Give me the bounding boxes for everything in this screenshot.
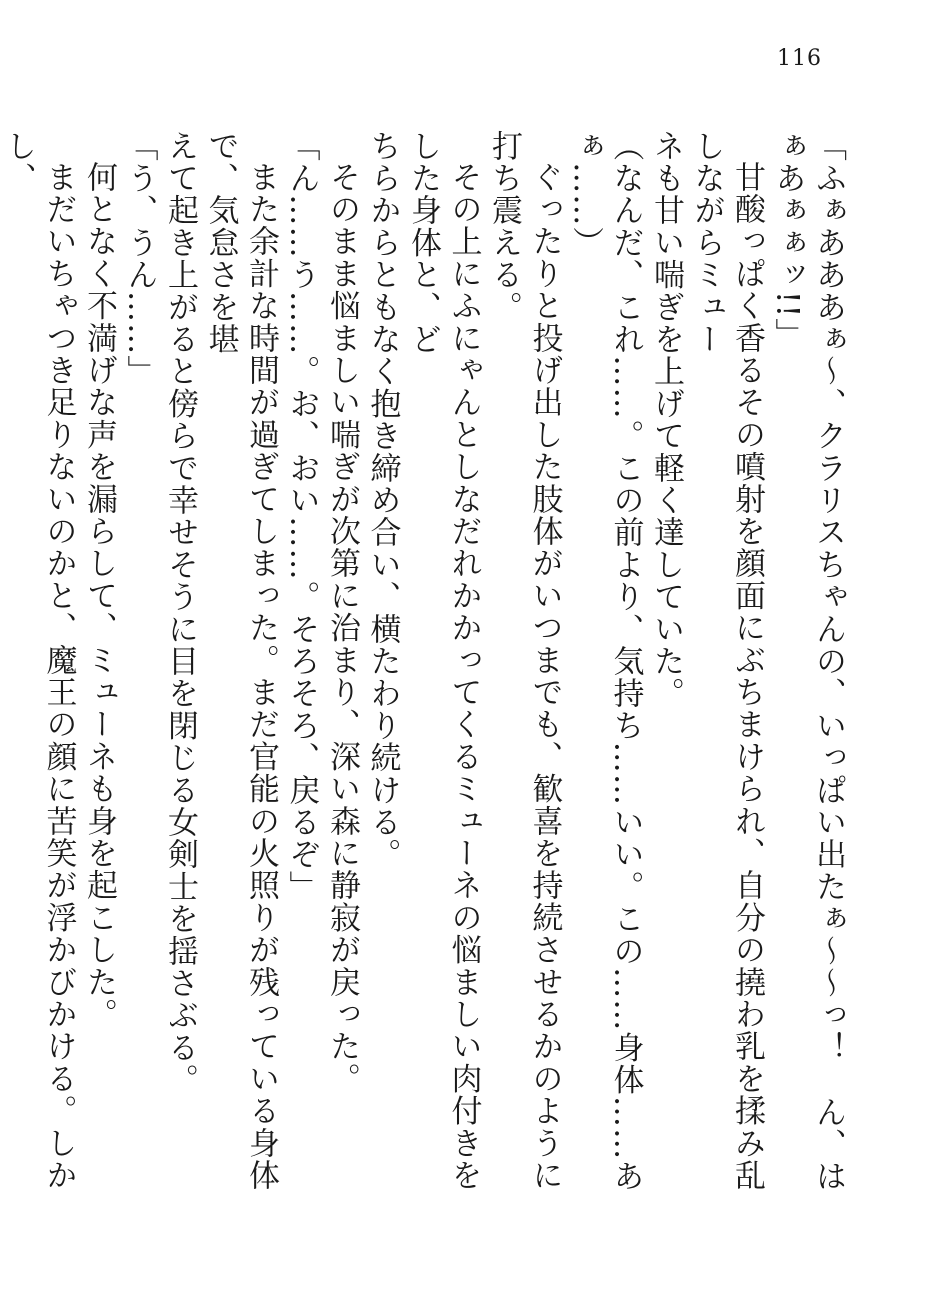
text-line: また余計な時間が過ぎてしまった。まだ官能の火照りが残っている身体で、気怠さを堪 — [202, 130, 279, 1192]
text-line: 甘酸っぱく香るその噴射を顔面にぶちまけられ、自分の撓わ乳を揉み乱しながらミュー — [688, 130, 765, 1192]
text-line: 何となく不満げな声を漏らして、ミューネも身を起こした。 — [81, 161, 117, 1031]
text-line: 「う、うん……」 — [121, 130, 158, 388]
text-line: （なんだ、これ……。この前より、気持ち……いい。この……身体……あぁ……） — [567, 130, 644, 1193]
text-line: そのまま悩ましい喘ぎが次第に治まり、深い森に静寂が戻った。 — [324, 161, 360, 1095]
text-line: ネも甘い喘ぎを上げて軽く達していた。 — [648, 130, 684, 710]
text-line: 「ふぁあああぁ～、クラリスちゃんの、いっぱい出たぁ～～っ！ ん、はぁあぁぁッ!!」 — [769, 130, 846, 1193]
page-number: 116 — [777, 46, 822, 71]
text-line: ちらからともなく抱き締め合い、横たわり続ける。 — [364, 130, 401, 871]
text-line: ぐったりと投げ出した肢体がいつまでも、歓喜を持続させるかのように打ち震える。 — [486, 130, 563, 1192]
body-text — [0, 130, 848, 1210]
text-line: えて起き上がると傍らで幸せそうに目を閉じる女剣士を揺さぶる。 — [162, 130, 198, 1096]
text-line: まだいちゃつき足りないのかと、魔王の顔に苦笑が浮かびかける。しかし、 — [0, 130, 77, 1192]
text-line: 「ん……う……。お、おい……。そろそろ、戻るぞ」 — [283, 130, 320, 903]
text-line: その上にふにゃんとしなだれかかってくるミューネの悩ましい肉付きをした身体と、ど — [405, 130, 482, 1192]
